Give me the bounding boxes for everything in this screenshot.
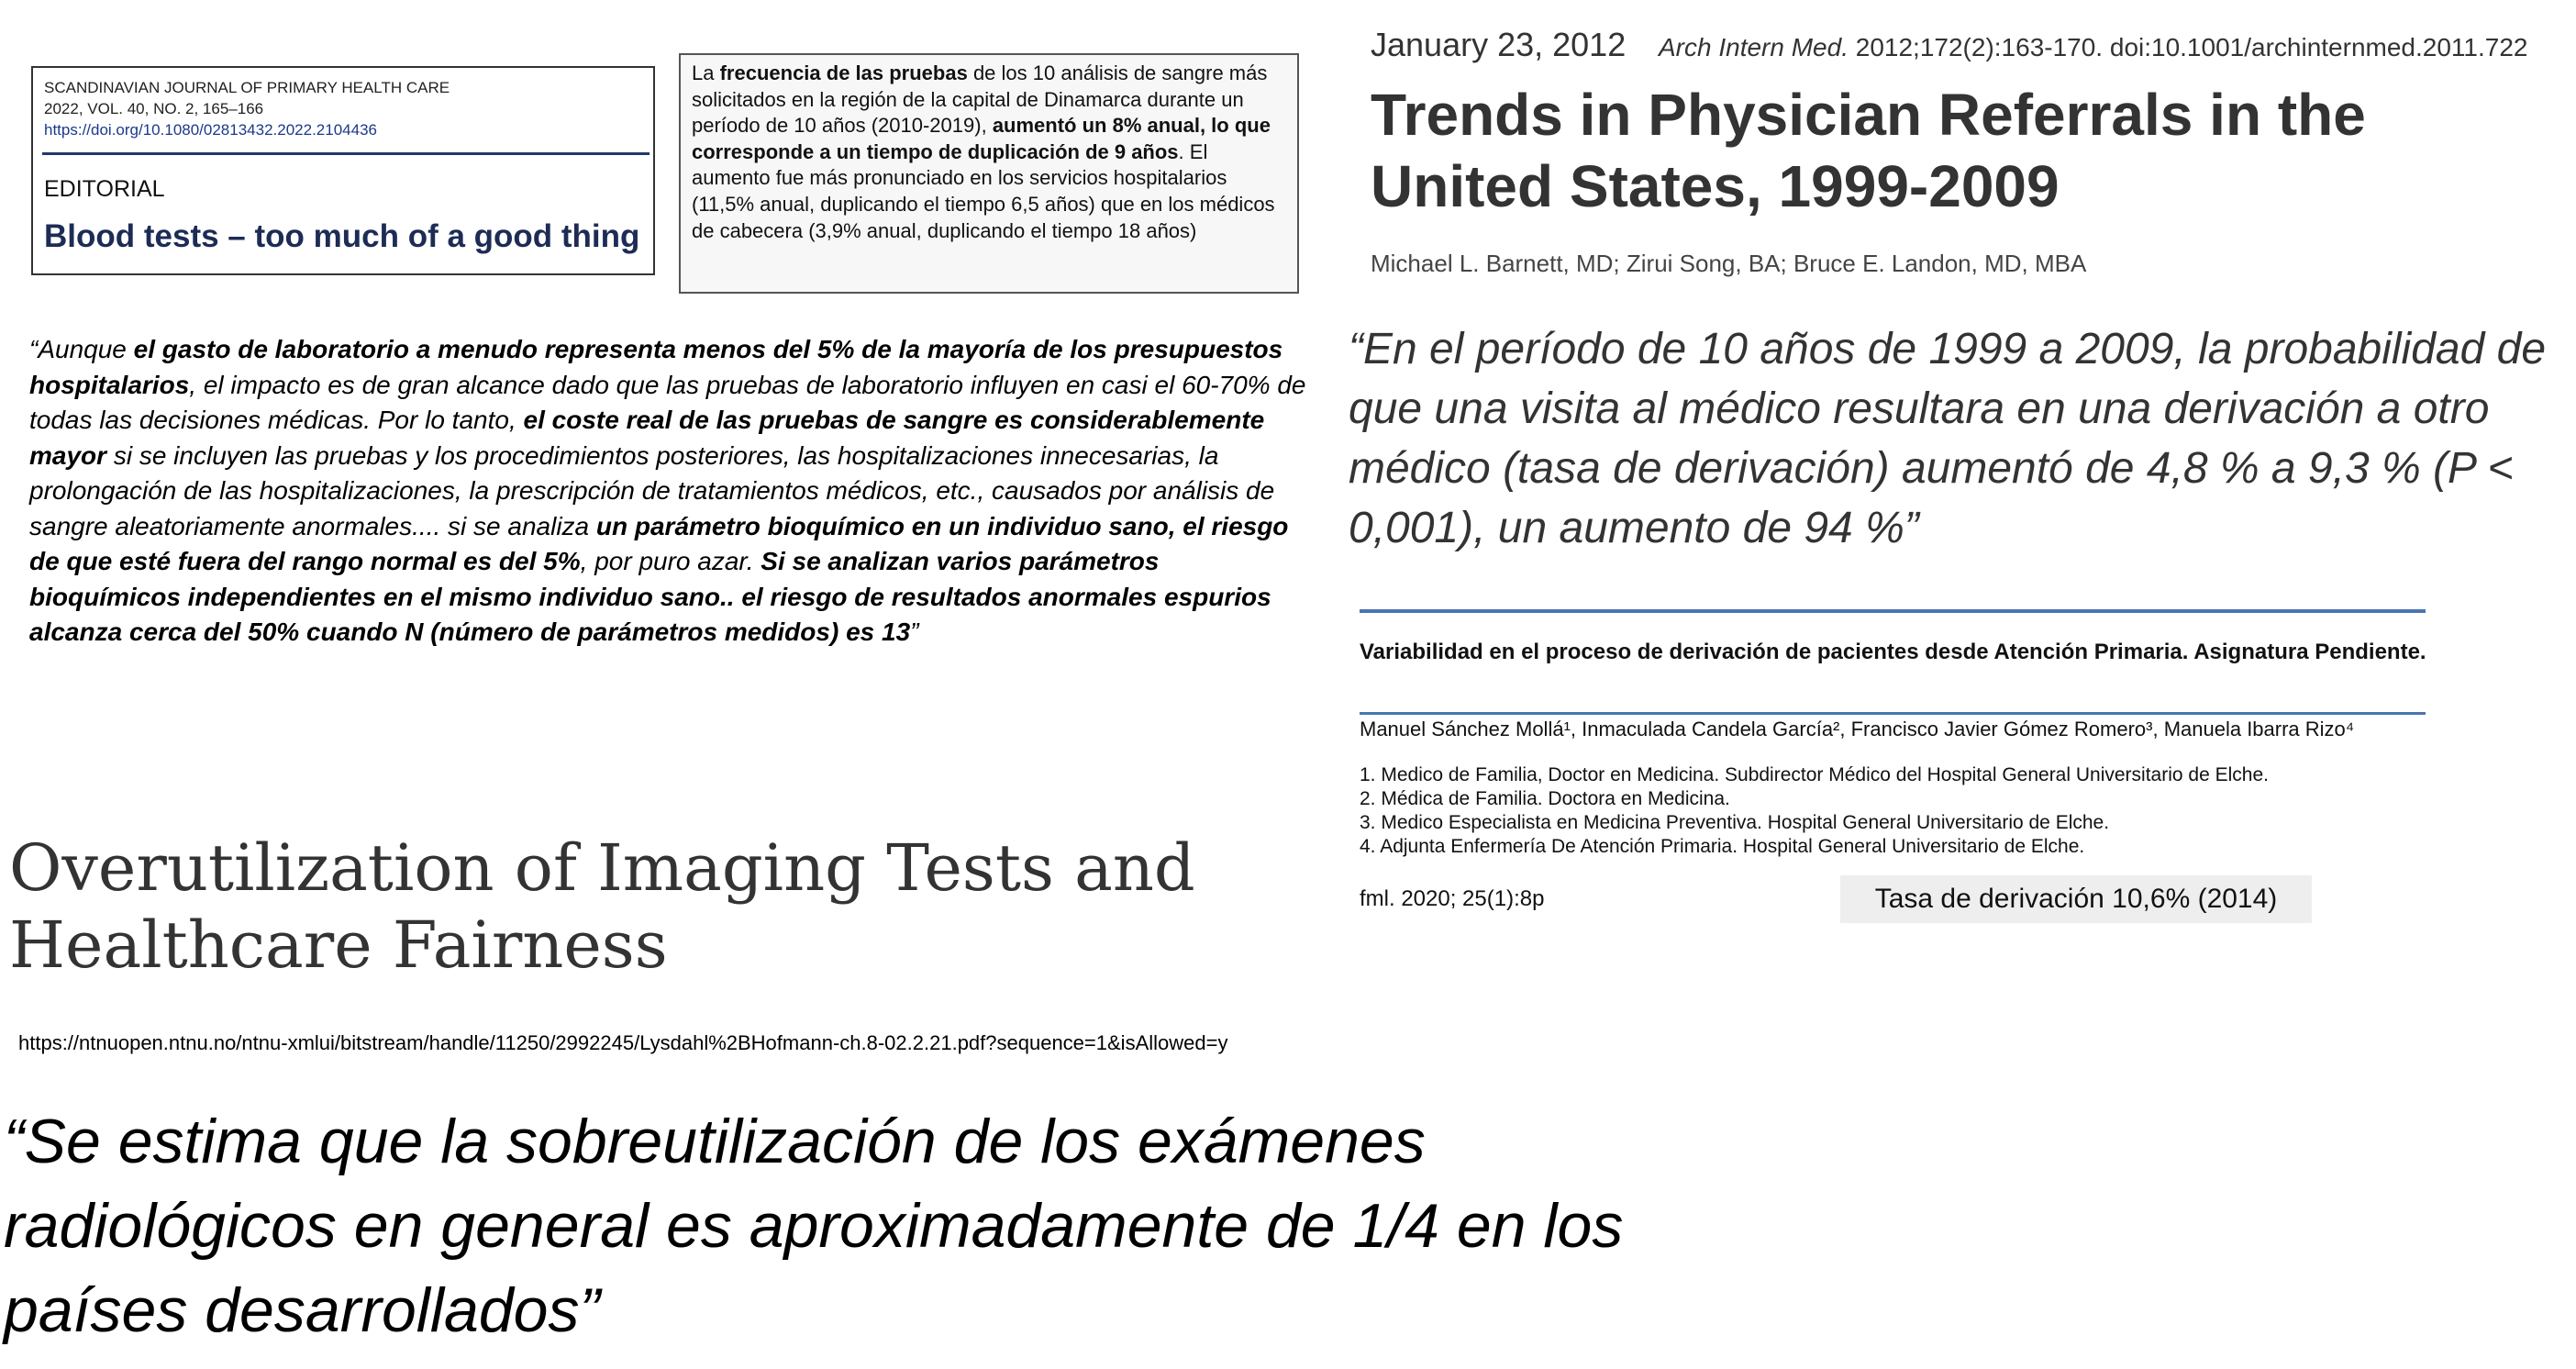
affiliation-item: 3. Medico Especialista en Medicina Preventiva. Hospital General Universitario de Elche. (1360, 812, 2110, 833)
variabilidad-authors: Manuel Sánchez Mollá¹, Inmaculada Candela García², Francisco Javier Gómez Romero³, Manuela Ibarra Rizo⁴ (1360, 718, 2355, 740)
bold-text-run: frecuencia de las pruebas (719, 61, 968, 84)
imaging-quote: “Se estima que la sobreutilización de los exámenes radiológicos en general es aproximadamente de 1/4 en los países desarrollados” (4, 1107, 1624, 1345)
variabilidad-affiliations (1360, 763, 2269, 859)
referrals-quote: “En el período de 10 años de 1999 a 2009, la probabilidad de que una visita al médico resultara en una derivación a otro médico (tasa de derivación) aumentó de 4,8 % a 9,3 % (P < 0,001), un aumento de 94 %” (1349, 325, 2547, 552)
sjphc-journal-info (44, 77, 450, 140)
text-run: ” (910, 618, 919, 646)
referrals-journal: Arch Intern Med. (1659, 33, 1849, 61)
text-run: La (692, 61, 720, 84)
bold-text-run: el gasto de laboratorio a menudo representa menos del 5% de la mayoría de los presupuestos hospitalarios (29, 335, 1283, 399)
sjphc-volume: 2022, VOL. 40, NO. 2, 165–166 (44, 100, 264, 117)
referrals-authors: Michael L. Barnett, MD; Zirui Song, BA; Bruce E. Landon, MD, MBA (1371, 250, 2087, 277)
text-run: , por puro azar. (580, 547, 761, 575)
imaging-title: Overutilization of Imaging Tests and Healthcare Fairness (9, 830, 1195, 983)
text-run: si se incluyen las pruebas y los procedimientos posteriores, las hospitalizaciones innecesarias, la prolongación de las hospitalizaciones, la prescripción de tratamientos médicos, etc., causados por análisis de sangre aleatoriamente anormales.... si se analiza (29, 440, 1275, 540)
sjphc-divider (42, 152, 650, 155)
referrals-citation (1659, 33, 2527, 62)
imaging-source-url[interactable]: https://ntnuopen.ntnu.no/ntnu-xmlui/bitstream/handle/11250/2992245/Lysdahl%2BHofmann-ch.8-02.2.21.pdf?sequence=1&isAllowed=y (18, 1031, 1228, 1054)
variabilidad-bottom-rule (1360, 712, 2426, 715)
bold-text-run: Si se analizan varios parámetros bioquímicos independientes en el mismo individuo sano.. el riesgo de resultados anormales espurios alcanza cerca del 50% cuando N (número de parámetros medidos) es 13 (29, 547, 1271, 646)
variabilidad-top-rule (1360, 609, 2426, 613)
referrals-title: Trends in Physician Referrals in the United States, 1999-2009 (1371, 82, 2366, 219)
text-run: de los 10 análisis de sangre más solicitados en la región de la capital de Dinamarca durante un período de 10 años (2010-2019), (692, 61, 1268, 138)
denmark-summary-box (679, 53, 1299, 294)
sjphc-article-type: EDITORIAL (44, 176, 165, 202)
sjphc-doi-link[interactable]: https://doi.org/10.1080/02813432.2022.2104436 (44, 121, 377, 139)
referral-rate-badge: Tasa de derivación 10,6% (2014) (1840, 875, 2312, 923)
text-run: . El aumento fue más pronunciado en los servicios hospitalarios (11,5% anual, duplicando el tiempo 6,5 años) que en los médicos de cabecera (3,9% anual, duplicando el tiempo 18 años) (692, 139, 1275, 242)
sjphc-title: Blood tests – too much of a good thing (44, 218, 640, 254)
variabilidad-title: Variabilidad en el proceso de derivación de pacientes desde Atención Primaria. Asignatura Pendiente. (1360, 640, 2426, 664)
referrals-date: January 23, 2012 (1371, 26, 1627, 63)
bold-text-run: aumentó un 8% anual, lo que corresponde a un tiempo de duplicación de 9 años (692, 114, 1271, 163)
referrals-citation-details: 2012;172(2):163-170. doi:10.1001/archinternmed.2011.722 (1848, 33, 2528, 61)
bold-text-run: el coste real de las pruebas de sangre es considerablemente mayor (29, 406, 1265, 470)
variabilidad-citation: fml. 2020; 25(1):8p (1360, 886, 1545, 911)
sjphc-journal-name: SCANDINAVIAN JOURNAL OF PRIMARY HEALTH CARE (44, 79, 450, 96)
lab-cost-quote (29, 332, 1314, 651)
affiliation-item: 1. Medico de Familia, Doctor en Medicina. Subdirector Médico del Hospital General Universitario de Elche. (1360, 764, 2269, 785)
bold-text-run: un parámetro bioquímico en un individuo sano, el riesgo de que esté fuera del rango normal es del 5% (29, 511, 1289, 575)
affiliation-item: 2. Médica de Familia. Doctora en Medicina. (1360, 788, 1730, 809)
affiliation-item: 4. Adjunta Enfermería De Atención Primaria. Hospital General Universitario de Elche. (1360, 836, 2085, 857)
text-run: “Aunque (29, 335, 134, 363)
text-run: , el impacto es de gran alcance dado que las pruebas de laboratorio influyen en casi el 60-70% de todas las decisiones médicas. Por lo tanto, (29, 370, 1306, 434)
sjphc-article-header (31, 66, 655, 275)
